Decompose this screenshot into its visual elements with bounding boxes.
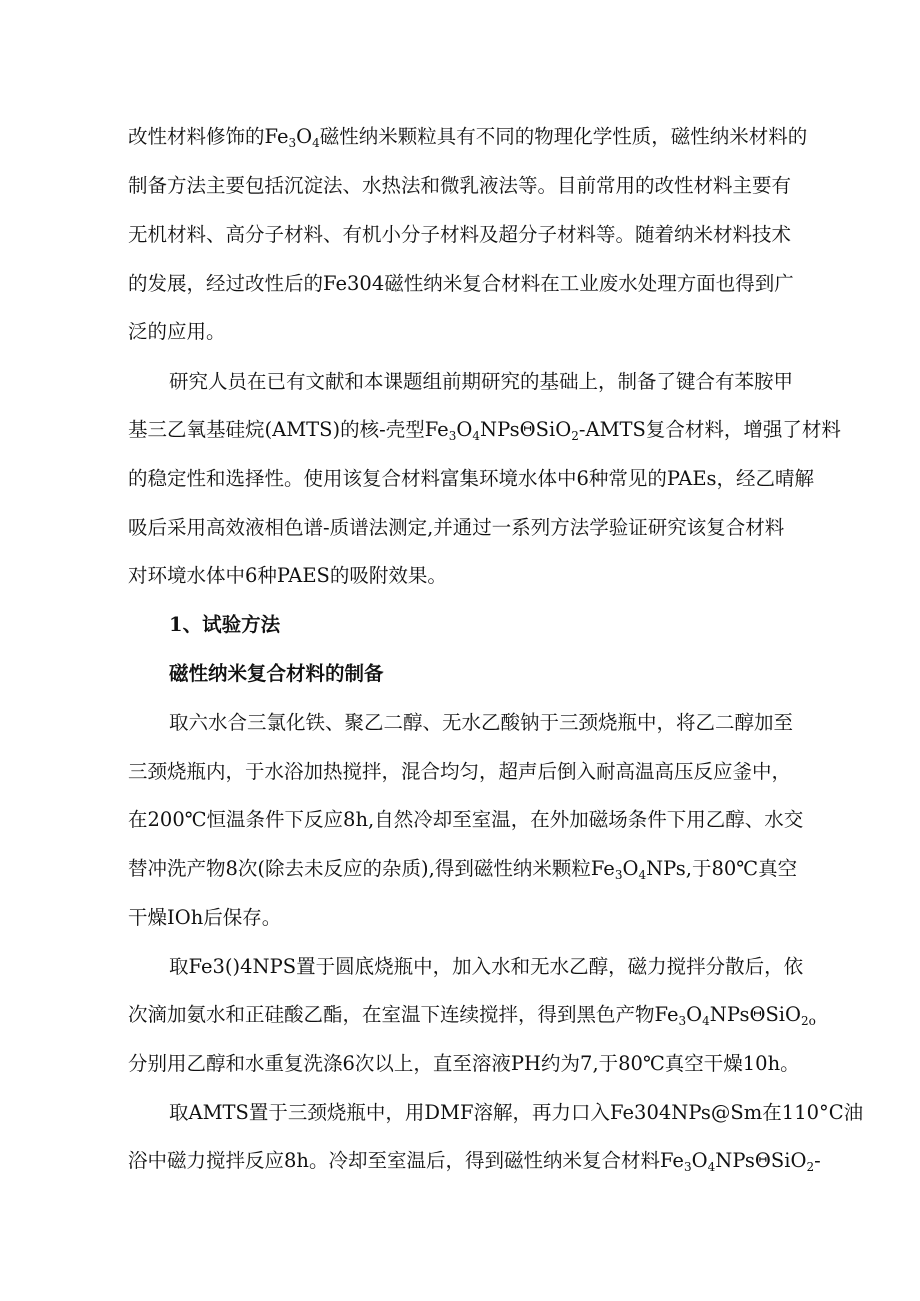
paragraph-1-line-4: 的发展，经过改性后的Fe304磁性纳米复合材料在工业废水处理方面也得到广	[128, 272, 794, 295]
paragraph-3-line-2: 三颈烧瓶内，于水浴加热搅拌，混合均匀，超声后倒入耐高温高压反应釜中，	[128, 760, 792, 783]
paragraph-1-line-2: 制备方法主要包括沉淀法、水热法和微乳液法等。目前常用的改性材料主要有	[128, 174, 792, 197]
paragraph-3-line-3: 在200℃恒温条件下反应8h,自然冷却至室温，在外加磁场条件下用乙醇、水交	[128, 808, 804, 831]
paragraph-1-line-1: 改性材料修饰的$Fe_3O_4$磁性纳米颗粒具有不同的物理化学性质，磁性纳米材料的	[128, 125, 808, 150]
paragraph-5-line-1: 取AMTS置于三颈烧瓶中，用DMF溶解，再力口入Fe304NPs@Sm在110°C油	[169, 1101, 864, 1124]
paragraph-2-line-1: 研究人员在已有文献和本课题组前期研究的基础上，制备了键合有苯胺甲	[169, 370, 794, 393]
paragraph-4-line-2: 次滴加氨水和正硅酸乙酯，在室温下连续搅拌，得到黑色产物$Fe_3O_4NPs\Theta SiO_{2o}$	[128, 1003, 816, 1028]
paragraph-4-line-3: 分别用乙醇和水重复洗涤6次以上，直至溶液PH约为7,于80℃真空干燥10h。	[128, 1052, 800, 1075]
paragraph-4-line-1: 取Fe3()4NPS置于圆底烧瓶中，加入水和无水乙醇，磁力搅拌分散后，依	[169, 955, 804, 978]
section-heading: 1、试验方法	[169, 613, 281, 636]
paragraph-3-line-1: 取六水合三氯化铁、聚乙二醇、无水乙酸钠于三颈烧瓶中，将乙二醇加至	[169, 711, 794, 734]
paragraph-1-line-5: 泛的应用。	[128, 320, 226, 343]
paragraph-5-line-2: 浴中磁力搅拌反应8h。冷却至室温后，得到磁性纳米复合材料$Fe_3O_4NPs\Theta SiO_2-$	[128, 1149, 821, 1174]
paragraph-2-line-2: 基三乙氧基硅烷(AMTS)的核-壳型$Fe_3O_4NPs\Theta SiO_2$-AMTS复合材料，增强了材料	[128, 418, 841, 443]
paragraph-1-line-3: 无机材料、高分子材料、有机小分子材料及超分子材料等。随着纳米材料技术	[128, 223, 792, 246]
paragraph-2-line-5: 对环境水体中6种PAES的吸附效果。	[128, 564, 447, 587]
paragraph-2-line-4: 吸后采用高效液相色谱-质谱法测定,并通过一系列方法学验证研究该复合材料	[128, 516, 785, 539]
paragraph-3-line-4: 替冲洗产物8次(除去未反应的杂质),得到磁性纳米颗粒$Fe_3O_4NPs$,于80℃真空	[128, 857, 798, 882]
paragraph-3-line-5: 干燥IOh后保存。	[128, 906, 282, 929]
subsection-heading: 磁性纳米复合材料的制备	[169, 662, 384, 685]
paragraph-2-line-3: 的稳定性和选择性。使用该复合材料富集环境水体中6种常见的PAEs，经乙晴解	[128, 467, 815, 490]
